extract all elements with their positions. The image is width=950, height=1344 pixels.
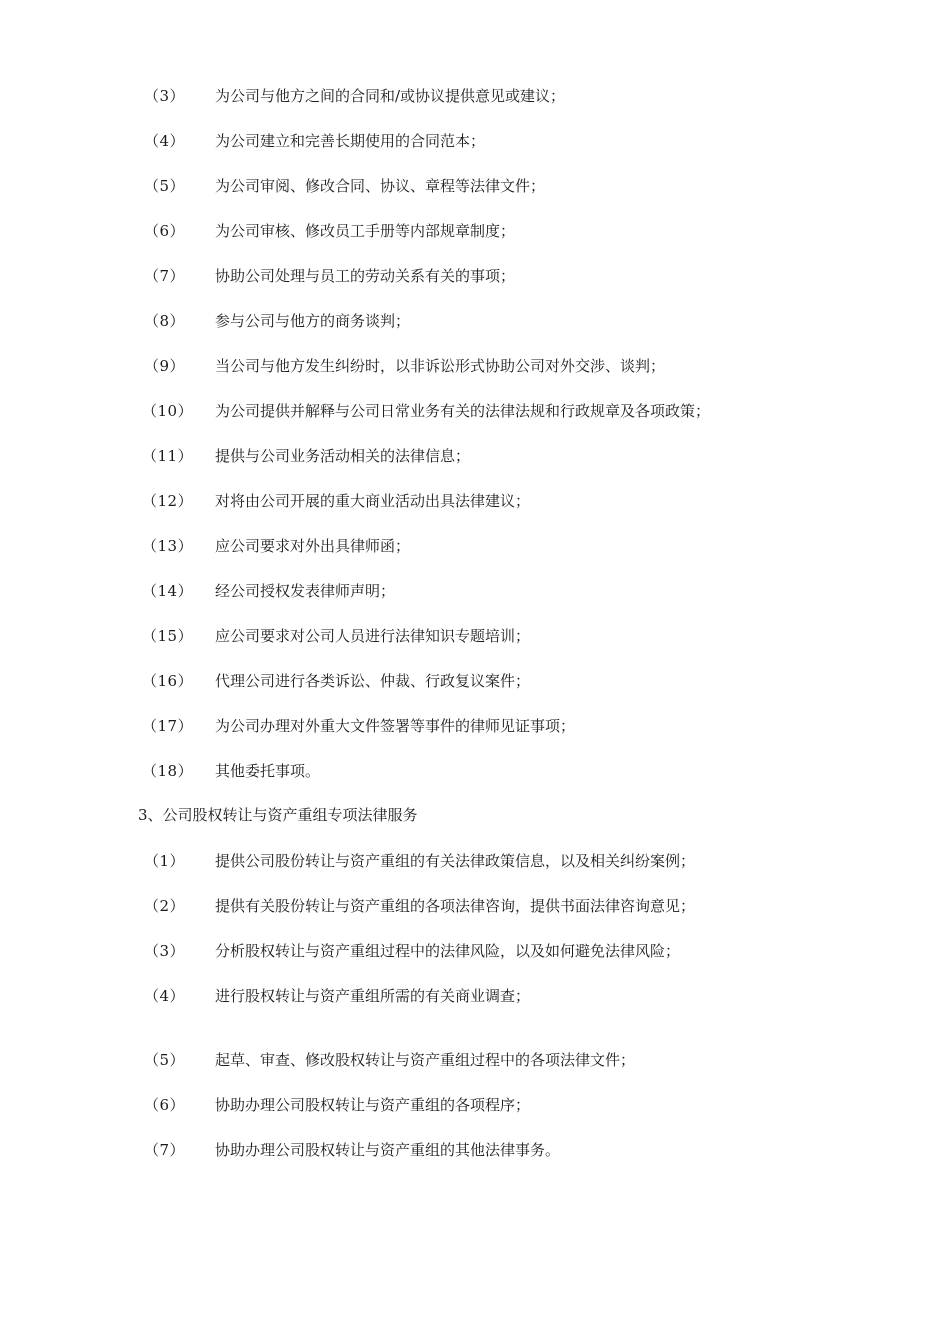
list-item bbox=[0, 849, 950, 873]
item-number: （6） bbox=[144, 222, 186, 240]
item-number: （15） bbox=[142, 627, 194, 645]
item-number: （14） bbox=[142, 582, 194, 600]
item-text: 为公司审核、修改员工手册等内部规章制度； bbox=[215, 222, 516, 240]
item-number: （18） bbox=[142, 762, 194, 780]
list-item bbox=[0, 84, 950, 108]
list-item bbox=[0, 129, 950, 153]
item-number: （4） bbox=[144, 132, 186, 150]
item-number: （11） bbox=[142, 447, 194, 465]
list-item bbox=[0, 714, 950, 738]
item-text: 协助办理公司股权转让与资产重组的其他法律事务。 bbox=[215, 1141, 561, 1159]
list-item bbox=[0, 669, 950, 693]
list-item bbox=[0, 1138, 950, 1162]
item-text: 协助公司处理与员工的劳动关系有关的事项； bbox=[215, 267, 516, 285]
item-text: 代理公司进行各类诉讼、仲裁、行政复议案件； bbox=[215, 672, 531, 690]
list-item bbox=[0, 174, 950, 198]
item-number: （1） bbox=[144, 852, 186, 870]
item-number: （17） bbox=[142, 717, 194, 735]
item-number: （5） bbox=[144, 1051, 186, 1069]
item-text: 进行股权转让与资产重组所需的有关商业调查； bbox=[215, 987, 531, 1005]
list-item bbox=[0, 534, 950, 558]
item-number: （8） bbox=[144, 312, 186, 330]
item-number: （13） bbox=[142, 537, 194, 555]
item-text: 协助办理公司股权转让与资产重组的各项程序； bbox=[215, 1096, 531, 1114]
item-number: （4） bbox=[144, 987, 186, 1005]
list-item bbox=[0, 894, 950, 918]
item-text: 对将由公司开展的重大商业活动出具法律建议； bbox=[215, 492, 531, 510]
item-text: 提供有关股份转让与资产重组的各项法律咨询，提供书面法律咨询意见； bbox=[215, 897, 696, 915]
list-item bbox=[0, 624, 950, 648]
item-number: （6） bbox=[144, 1096, 186, 1114]
list-item bbox=[0, 309, 950, 333]
list-item bbox=[0, 399, 950, 423]
list-item bbox=[0, 984, 950, 1008]
item-text: 为公司建立和完善长期使用的合同范本； bbox=[215, 132, 486, 150]
item-text: 当公司与他方发生纠纷时，以非诉讼形式协助公司对外交涉、谈判； bbox=[215, 357, 666, 375]
list-item bbox=[0, 759, 950, 783]
item-text: 起草、审查、修改股权转让与资产重组过程中的各项法律文件； bbox=[215, 1051, 636, 1069]
item-number: （16） bbox=[142, 672, 194, 690]
list-item bbox=[0, 264, 950, 288]
item-text: 为公司提供并解释与公司日常业务有关的法律法规和行政规章及各项政策； bbox=[215, 402, 711, 420]
item-text: 提供与公司业务活动相关的法律信息； bbox=[215, 447, 471, 465]
item-text: 应公司要求对公司人员进行法律知识专题培训； bbox=[215, 627, 531, 645]
item-text: 参与公司与他方的商务谈判； bbox=[215, 312, 411, 330]
item-number: （10） bbox=[142, 402, 194, 420]
section-title: 3、公司股权转让与资产重组专项法律服务 bbox=[138, 806, 418, 824]
item-text: 为公司审阅、修改合同、协议、章程等法律文件； bbox=[215, 177, 546, 195]
item-number: （2） bbox=[144, 897, 186, 915]
item-number: （3） bbox=[144, 942, 186, 960]
item-number: （7） bbox=[144, 267, 186, 285]
item-text: 提供公司股份转让与资产重组的有关法律政策信息，以及相关纠纷案例； bbox=[215, 852, 696, 870]
list-item bbox=[0, 1048, 950, 1072]
item-text: 为公司与他方之间的合同和/或协议提供意见或建议； bbox=[215, 87, 566, 105]
item-text: 应公司要求对外出具律师函； bbox=[215, 537, 411, 555]
list-item bbox=[0, 219, 950, 243]
item-text: 为公司办理对外重大文件签署等事件的律师见证事项； bbox=[215, 717, 576, 735]
list-item bbox=[0, 939, 950, 963]
item-number: （9） bbox=[144, 357, 186, 375]
item-number: （12） bbox=[142, 492, 194, 510]
list-item bbox=[0, 579, 950, 603]
item-number: （3） bbox=[144, 87, 186, 105]
list-item bbox=[0, 489, 950, 513]
item-number: （5） bbox=[144, 177, 186, 195]
list-item bbox=[0, 1093, 950, 1117]
item-text: 分析股权转让与资产重组过程中的法律风险，以及如何避免法律风险； bbox=[215, 942, 681, 960]
item-number: （7） bbox=[144, 1141, 186, 1159]
item-text: 经公司授权发表律师声明； bbox=[215, 582, 396, 600]
section-heading bbox=[0, 803, 950, 827]
list-item bbox=[0, 444, 950, 468]
list-item bbox=[0, 354, 950, 378]
item-text: 其他委托事项。 bbox=[215, 762, 321, 780]
